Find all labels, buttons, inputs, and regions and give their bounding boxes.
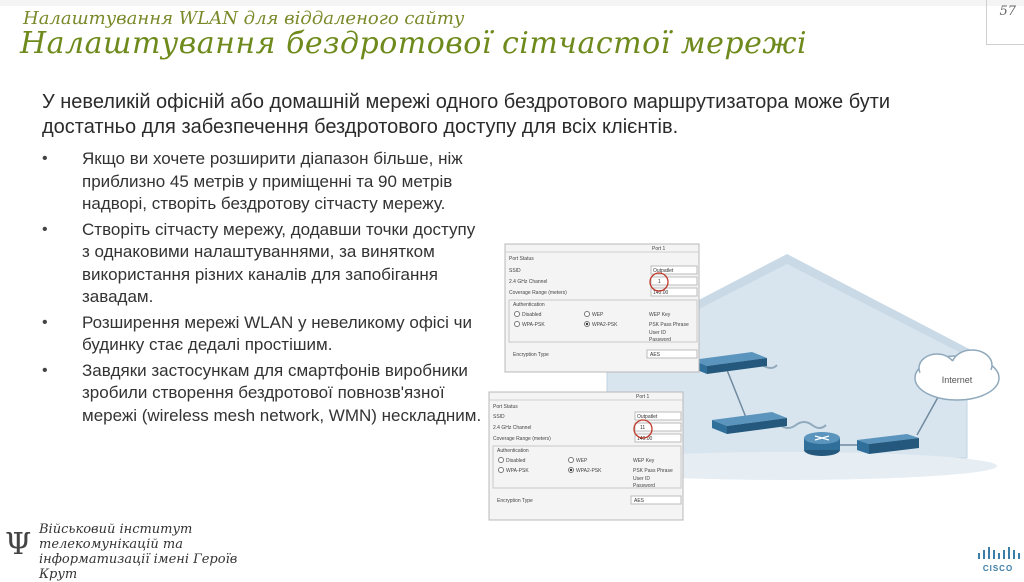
radio-label: WEP [592,312,604,318]
channel-label: 2.4 GHz Channel [509,279,548,285]
field-label: PSK Pass Phrase [633,468,673,474]
ssid-value: Outpatlet [637,414,658,420]
field-label: WEP Key [633,458,655,464]
radio-wpa-psk[interactable] [515,322,520,327]
top-border [0,0,1024,6]
radio-label: WEP [576,458,588,464]
range-label: Coverage Range (meters) [509,290,567,296]
field-label: WEP Key [649,312,671,318]
institute-name: Військовий інститут телекомунікацій та інформатизації імені Героїв Крут [39,522,238,582]
ssid-label: SSID [509,268,521,274]
encryption-value: AES [650,352,661,358]
field-label: User ID [633,476,650,482]
radio-disabled[interactable] [515,312,520,317]
internet-label: Internet [941,375,973,385]
slide-subtitle: Налаштування WLAN для віддаленого сайту [23,8,465,29]
radio-label: WPA-PSK [506,468,529,474]
config-panel-1 [505,244,699,372]
router-icon [804,432,840,456]
auth-label: Authentication [497,448,529,454]
radio-label: WPA2-PSK [592,322,618,328]
radio-selected-dot [586,323,588,325]
auth-label: Authentication [513,302,545,308]
encryption-label: Encryption Type [497,498,533,504]
bullet-item: • Розширення мережі WLAN у невеликому офісі чи будинку стає дедалі простішим. [42,312,482,357]
mesh-network-diagram [487,240,1024,525]
institute-trident-logo: Ψ [5,527,32,562]
channel-value: 1 [658,279,661,285]
bullet-item: • Завдяки застосункам для смартфонів виробники зробили створення бездротової повнозв'язної мережі (wireless mesh network, WMN) нескладним. [42,360,482,428]
encryption-label: Encryption Type [513,352,549,358]
ssid-value: Outpatlet [653,268,674,274]
bullet-item: • Створіть сітчасту мережу, додавши точки доступу з однаковими налаштуваннями, за винятком використання різних каналів для запобігання завадам. [42,219,482,309]
field-label: PSK Pass Phrase [649,322,689,328]
panel-section-label: Port Status [509,256,534,262]
panel-port-label: Port 1 [636,394,650,400]
bullet-list [42,148,482,430]
field-label: Password [649,337,671,343]
radio-label: Disabled [522,312,542,318]
cisco-logo [976,546,1020,573]
bullet-item: • Якщо ви хочете розширити діапазон більше, ніж приблизно 45 метрів у приміщенні та 90 метрів надворі, створіть бездротову сітчасту мережу. [42,148,482,216]
cisco-wordmark: CISCO [982,564,1014,573]
radio-label: WPA2-PSK [576,468,602,474]
radio-disabled[interactable] [499,458,504,463]
range-value: 140.00 [653,290,669,296]
range-value: 140.00 [637,436,653,442]
radio-wep[interactable] [585,312,590,317]
radio-wpa-psk[interactable] [499,468,504,473]
panel-port-label: Port 1 [652,246,666,252]
channel-value: 11 [640,425,646,431]
encryption-value: AES [634,498,645,504]
corner-divider-vertical [986,0,987,44]
page-number: 57 [999,4,1016,19]
config-panel-2 [489,392,683,520]
radio-label: Disabled [506,458,526,464]
channel-label: 2.4 GHz Channel [493,425,532,431]
ssid-label: SSID [493,414,505,420]
range-label: Coverage Range (meters) [493,436,551,442]
field-label: Password [633,483,655,489]
radio-selected-dot [570,469,572,471]
slide-title: Налаштування бездротової сітчастої мережі [20,26,808,61]
intro-paragraph: У невеликій офісній або домашній мережі одного бездротового маршрутизатора може бути достатньо для забезпечення бездротового доступу для всіх клієнтів. [42,91,891,138]
radio-label: WPA-PSK [522,322,545,328]
cisco-bars-icon [976,547,1020,559]
field-label: User ID [649,330,666,336]
panel-section-label: Port Status [493,404,518,410]
radio-wep[interactable] [569,458,574,463]
corner-divider-horizontal [986,44,1024,45]
